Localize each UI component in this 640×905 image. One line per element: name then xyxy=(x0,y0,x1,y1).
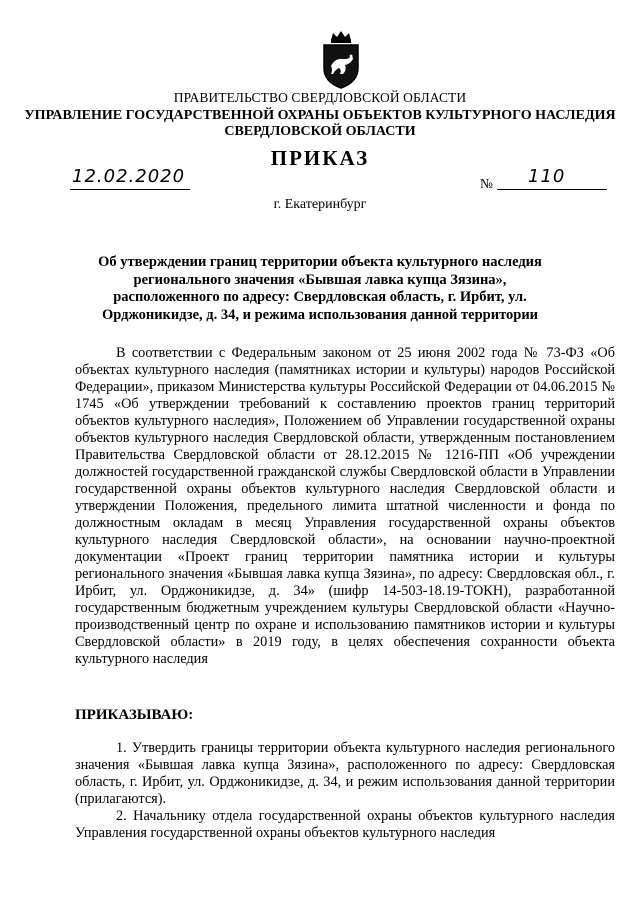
coat-of-arms-icon xyxy=(319,30,363,90)
number-label: № xyxy=(480,176,493,191)
city: г. Екатеринбург xyxy=(273,197,367,212)
department-line-2: СВЕРДЛОВСКОЙ ОБЛАСТИ xyxy=(224,124,416,139)
order-number: 110 xyxy=(528,166,566,187)
department-line-1: УПРАВЛЕНИЕ ГОСУДАРСТВЕННОЙ ОХРАНЫ ОБЪЕКТОВ КУЛЬТУРНОГО НАСЛЕДИЯ xyxy=(24,108,616,123)
preamble-paragraph: В соответствии с Федеральным законом от 25 июня 2002 года № 73-ФЗ «Об объектах культурного наследия (памятниках истории и культуры) народов Российской Федерации», приказом Министерства культуры Российской Федерации от 04.06.2015 № 1745 «Об утверждении требований к составлению проектов границ территорий объектов культурного наследия», Положением об Управлении государственной охраны объектов культурного наследия Свердловской области, утвержденным постановлением Правительства Свердловской области от 28.12.2015 № 1216-ПП «Об учреждении должностей государственной гражданской службы Свердловской области в Управлении государственной охраны объектов культурного наследия Свердловской области и утверждении Положения, предельного лимита штатной численности и фонда по должностным окладам в месяц Управления государственной охраны объектов культурного наследия Свердловской области», на основании научно-проектной документации «Проект границ территории памятника истории и культуры регионального значения «Бывшая лавка купца Зязина», по адресу: Свердловская обл., г. Ирбит, ул. Орджоникидзе, д. 34» (шифр 14-503-18.19-ТОКН), разработанной государственным бюджетным учреждением культуры Свердловской области «Научно-производственный центр по охране и использованию памятников истории и культуры Свердловской области» в 2019 году, в целях обеспечения сохранности объекта культурного наследия xyxy=(75,345,615,667)
document-type: ПРИКАЗ xyxy=(270,146,370,170)
order-item-1: 1. Утвердить границы территории объекта культурного наследия регионального значения «Бывшая лавка купца Зязина», расположенного по адресу: Свердловская область, г. Ирбит, ул. Орджоникидзе, д. 34, и режим использования данной территории (прилагаются). xyxy=(75,740,615,807)
government-name: ПРАВИТЕЛЬСТВО СВЕРДЛОВСКОЙ ОБЛАСТИ xyxy=(173,90,467,105)
order-subject xyxy=(0,254,640,324)
order-date: 12.02.2020 xyxy=(72,166,186,187)
order-item-2: 2. Начальнику отдела государственной охраны объектов культурного наследия Управления государственной охраны объектов культурного наследия xyxy=(75,808,615,841)
subject-text: Об утверждении границ территории объекта культурного наследия регионального значения «Бывшая лавка купца Зязина», расположенного по адресу: Свердловская область, г. Ирбит, ул. Орджоникидзе, д. 34, и режима использования данной территории xyxy=(98,254,542,323)
order-word: ПРИКАЗЫВАЮ: xyxy=(75,707,194,723)
department-name xyxy=(0,108,640,140)
